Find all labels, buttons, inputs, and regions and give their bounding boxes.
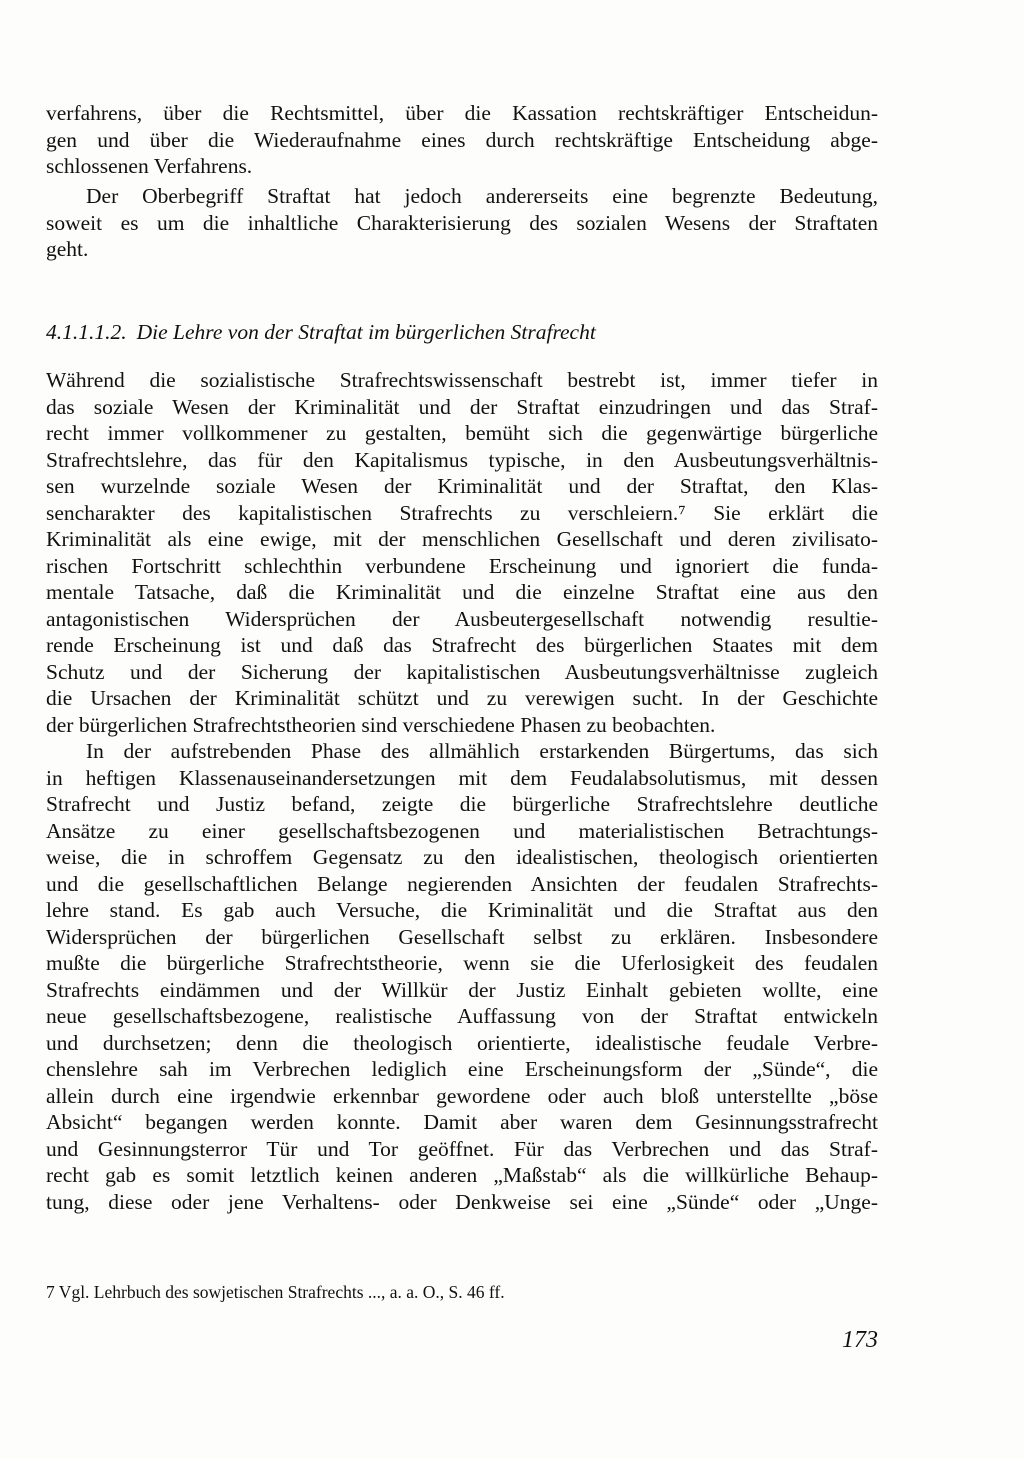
- text-line: verfahrens, über die Rechtsmittel, über die Kassation rechtskräftiger Entscheidun-: [46, 101, 878, 125]
- text-line: mußte die bürgerliche Strafrechtstheorie, wenn sie die Uferlosigkeit des feudalen: [46, 951, 878, 975]
- text-line: antagonistischen Widersprüchen der Ausbeutergesellschaft notwendig resultie-: [46, 606, 878, 631]
- text-line: recht immer vollkommener zu gestalten, bemüht sich die gegenwärtige bürgerliche: [46, 421, 878, 445]
- text-line: mentale Tatsache, daß die Kriminalität und die einzelne Straftat eine aus den: [46, 580, 878, 604]
- text-line: Absicht“ begangen werden konnte. Damit aber waren dem Gesinnungsstrafrecht: [46, 1110, 878, 1134]
- section-heading: [46, 318, 878, 346]
- text-line: und Gesinnungsterror Tür und Tor geöffnet. Für das Verbrechen und das Straf-: [46, 1136, 878, 1161]
- section-number: 4.1.1.1.2.: [46, 320, 127, 344]
- text-line: sencharakter des kapitalistischen Strafrechts zu verschleiern.⁷ Sie erklärt die: [46, 500, 878, 525]
- text-line: geht.: [46, 237, 89, 261]
- text-line: Schutz und der Sicherung der kapitalistischen Ausbeutungsverhältnisse zugleich: [46, 659, 878, 684]
- section-title: Die Lehre von der Straftat im bürgerlichen Strafrecht: [136, 320, 596, 344]
- paragraph-sozialistische: [46, 367, 878, 738]
- text-line: rischen Fortschritt schlechthin verbundene Erscheinung und ignoriert die funda-: [46, 553, 878, 578]
- intro-paragraph: [46, 100, 878, 180]
- text-line: das soziale Wesen der Kriminalität und der Straftat einzudringen und das Straf-: [46, 394, 878, 419]
- text-line: sen wurzelnde soziale Wesen der Kriminalität und der Straftat, den Klas-: [46, 474, 878, 498]
- text-line: weise, die in schroffem Gegensatz zu den idealistischen, theologisch orientierten: [46, 845, 878, 869]
- text-line: und durchsetzen; denn die theologisch orientierte, idealistische feudale Verbre-: [46, 1030, 878, 1055]
- text-line: Während die sozialistische Strafrechtswissenschaft bestrebt ist, immer tiefer in: [46, 368, 878, 392]
- text-line: und die gesellschaftlichen Belange negierenden Ansichten der feudalen Strafrechts-: [46, 871, 878, 896]
- text-line: gen und über die Wiederaufnahme eines durch rechtskräftige Entscheidung abge-: [46, 127, 878, 152]
- text-line: Strafrechtslehre, das für den Kapitalismus typische, in den Ausbeutungsverhältnis-: [46, 447, 878, 472]
- text-line: Widersprüchen der bürgerlichen Gesellschaft selbst zu erklären. Insbesondere: [46, 924, 878, 949]
- text-line: schlossenen Verfahrens.: [46, 154, 253, 178]
- text-line: soweit es um die inhaltliche Charakterisierung des sozialen Wesens der Straftaten: [46, 210, 878, 235]
- text-line: recht gab es somit letztlich keinen anderen „Maßstab“ als die willkürliche Behaup-: [46, 1163, 878, 1187]
- paragraph-aufstrebende-phase: [46, 738, 878, 1215]
- text-line: der bürgerlichen Strafrechtstheorien sind verschiedene Phasen zu beobachten.: [46, 712, 716, 737]
- page-number: 173: [842, 1327, 878, 1353]
- text-line: neue gesellschaftsbezogene, realistische Auffassung von der Straftat entwickeln: [46, 1004, 878, 1028]
- text-line: Der Oberbegriff Straftat hat jedoch andererseits eine begrenzte Bedeutung,: [86, 184, 878, 208]
- text-line: chenslehre sah im Verbrechen lediglich eine Erscheinungsform der „Sünde“, die: [46, 1057, 878, 1081]
- text-line: die Ursachen der Kriminalität schützt und zu verewigen sucht. In der Geschichte: [46, 686, 878, 710]
- text-line: in heftigen Klassenauseinandersetzungen mit dem Feudalabsolutismus, mit dessen: [46, 765, 878, 790]
- text-line: In der aufstrebenden Phase des allmählich erstarkenden Bürgertums, das sich: [86, 739, 878, 763]
- text-line: Ansätze zu einer gesellschaftsbezogenen und materialistischen Betrachtungs-: [46, 818, 878, 843]
- text-line: rende Erscheinung ist und daß das Strafrecht des bürgerlichen Staates mit dem: [46, 633, 878, 657]
- text-line: lehre stand. Es gab auch Versuche, die Kriminalität und die Straftat aus den: [46, 898, 878, 922]
- text-line: Strafrecht und Justiz befand, zeigte die bürgerliche Strafrechtslehre deutliche: [46, 792, 878, 816]
- text-line: allein durch eine irgendwie erkennbar gewordene oder auch bloß unterstellte „böse: [46, 1083, 878, 1108]
- text-line: tung, diese oder jene Verhaltens- oder Denkweise sei eine „Sünde“ oder „Unge-: [46, 1189, 878, 1214]
- text-line: Kriminalität als eine ewige, mit der menschlichen Gesellschaft und deren zivilisato-: [46, 527, 878, 551]
- text-line: Strafrechts eindämmen und der Willkür der Justiz Einhalt gebieten wollte, eine: [46, 977, 878, 1002]
- paragraph-oberbegriff: [46, 183, 878, 263]
- footnote: 7 Vgl. Lehrbuch des sowjetischen Strafrechts ..., a. a. O., S. 46 ff.: [46, 1282, 505, 1302]
